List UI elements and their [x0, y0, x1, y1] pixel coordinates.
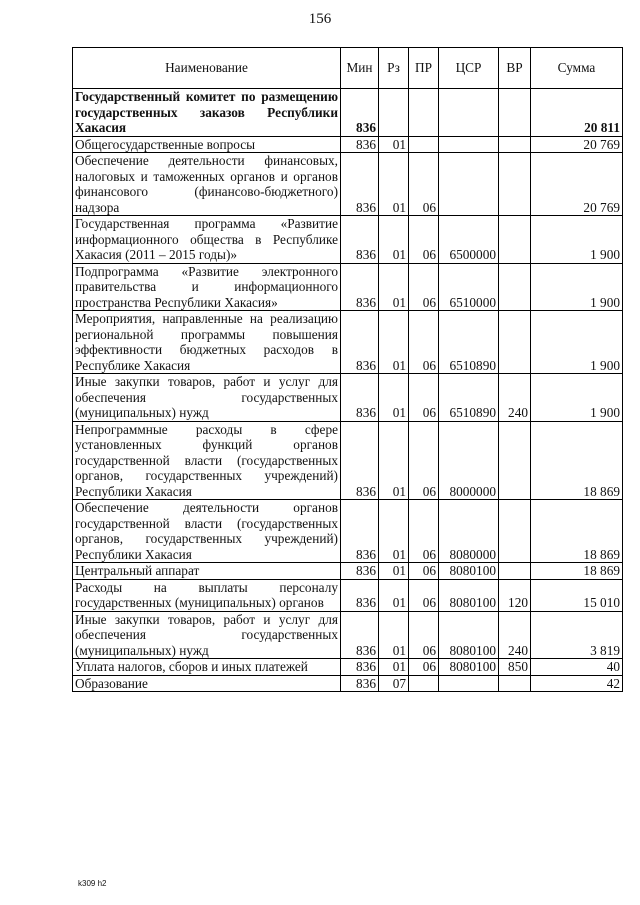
min-cell: 836: [341, 579, 379, 611]
pr-cell: 06: [409, 216, 439, 264]
table-row: [73, 563, 623, 580]
min-cell: 836: [341, 421, 379, 500]
vr-cell: [499, 136, 531, 153]
rz-cell: 01: [379, 563, 409, 580]
csr-cell: 8080000: [439, 500, 499, 563]
rz-cell: 01: [379, 216, 409, 264]
vr-cell: [499, 153, 531, 216]
csr-cell: 8080100: [439, 563, 499, 580]
vr-cell: [499, 311, 531, 374]
sum-cell: 20 769: [531, 136, 623, 153]
name-cell: Иные закупки товаров, работ и услуг для обеспечения государственных (муниципальных) нужд: [73, 611, 341, 659]
header-name: Наименование: [73, 48, 341, 89]
rz-cell: 01: [379, 311, 409, 374]
header-min: Мин: [341, 48, 379, 89]
header-pr: ПР: [409, 48, 439, 89]
table-row: [73, 675, 623, 692]
header-csr: ЦСР: [439, 48, 499, 89]
name-cell: Непрограммные расходы в сфере установленных функций органов государственной власти (государственных органов, государственных учреждений) Республики Хакасия: [73, 421, 341, 500]
vr-cell: 240: [499, 611, 531, 659]
min-cell: 836: [341, 136, 379, 153]
sum-cell: 40: [531, 659, 623, 676]
table-row: [73, 579, 623, 611]
sum-cell: 42: [531, 675, 623, 692]
name-cell: Уплата налогов, сборов и иных платежей: [73, 659, 341, 676]
pr-cell: 06: [409, 311, 439, 374]
table-row: [73, 263, 623, 311]
vr-cell: [499, 500, 531, 563]
rz-cell: 01: [379, 421, 409, 500]
table-row: [73, 659, 623, 676]
pr-cell: 06: [409, 500, 439, 563]
vr-cell: 240: [499, 374, 531, 422]
rz-cell: 01: [379, 611, 409, 659]
table-row: [73, 500, 623, 563]
csr-cell: [439, 675, 499, 692]
sum-cell: 1 900: [531, 374, 623, 422]
sum-cell: 15 010: [531, 579, 623, 611]
pr-cell: 06: [409, 263, 439, 311]
sum-cell: 20 769: [531, 153, 623, 216]
header-rz: Рз: [379, 48, 409, 89]
pr-cell: 06: [409, 563, 439, 580]
header-sum: Сумма: [531, 48, 623, 89]
rz-cell: 07: [379, 675, 409, 692]
name-cell: Государственная программа «Развитие информационного общества в Республике Хакасия (2011 – 2015 годы)»: [73, 216, 341, 264]
vr-cell: [499, 675, 531, 692]
min-cell: 836: [341, 659, 379, 676]
pr-cell: 06: [409, 374, 439, 422]
csr-cell: 8000000: [439, 421, 499, 500]
csr-cell: 8080100: [439, 579, 499, 611]
table-row: [73, 136, 623, 153]
pr-cell: 06: [409, 579, 439, 611]
csr-cell: 6500000: [439, 216, 499, 264]
table-row: [73, 374, 623, 422]
min-cell: 836: [341, 153, 379, 216]
table-row: [73, 611, 623, 659]
name-cell: Образование: [73, 675, 341, 692]
pr-cell: 06: [409, 659, 439, 676]
csr-cell: [439, 89, 499, 137]
vr-cell: 850: [499, 659, 531, 676]
min-cell: 836: [341, 216, 379, 264]
pr-cell: [409, 89, 439, 137]
vr-cell: [499, 563, 531, 580]
pr-cell: 06: [409, 153, 439, 216]
sum-cell: 18 869: [531, 563, 623, 580]
sum-cell: 1 900: [531, 263, 623, 311]
vr-cell: [499, 263, 531, 311]
table-row: [73, 89, 623, 137]
name-cell: Мероприятия, направленные на реализацию региональной программы повышения эффективности бюджетных расходов в Республике Хакасия: [73, 311, 341, 374]
header-vr: ВР: [499, 48, 531, 89]
vr-cell: [499, 421, 531, 500]
min-cell: 836: [341, 263, 379, 311]
name-cell: Общегосударственные вопросы: [73, 136, 341, 153]
name-cell: Центральный аппарат: [73, 563, 341, 580]
vr-cell: 120: [499, 579, 531, 611]
sum-cell: 3 819: [531, 611, 623, 659]
pr-cell: [409, 675, 439, 692]
rz-cell: 01: [379, 579, 409, 611]
vr-cell: [499, 216, 531, 264]
table-row: [73, 311, 623, 374]
rz-cell: 01: [379, 153, 409, 216]
page-number: 156: [308, 11, 332, 27]
table-header-row: [73, 48, 623, 89]
sum-cell: 20 811: [531, 89, 623, 137]
rz-cell: 01: [379, 374, 409, 422]
sum-cell: 18 869: [531, 421, 623, 500]
csr-cell: [439, 153, 499, 216]
csr-cell: 8080100: [439, 659, 499, 676]
rz-cell: 01: [379, 136, 409, 153]
min-cell: 836: [341, 374, 379, 422]
rz-cell: 01: [379, 263, 409, 311]
table-row: [73, 153, 623, 216]
name-cell: Иные закупки товаров, работ и услуг для обеспечения государственных (муниципальных) нужд: [73, 374, 341, 422]
min-cell: 836: [341, 311, 379, 374]
table-row: [73, 421, 623, 500]
pr-cell: 06: [409, 421, 439, 500]
min-cell: 836: [341, 563, 379, 580]
rz-cell: 01: [379, 659, 409, 676]
csr-cell: 6510000: [439, 263, 499, 311]
min-cell: 836: [341, 675, 379, 692]
min-cell: 836: [341, 89, 379, 137]
name-cell: Государственный комитет по размещению государственных заказов Республики Хакасия: [73, 89, 341, 137]
sum-cell: 18 869: [531, 500, 623, 563]
footer-code: k309 h2: [78, 879, 107, 888]
name-cell: Расходы на выплаты персоналу государственных (муниципальных) органов: [73, 579, 341, 611]
name-cell: Обеспечение деятельности органов государственной власти (государственных органов, государственных учреждений) Республики Хакасия: [73, 500, 341, 563]
csr-cell: [439, 136, 499, 153]
vr-cell: [499, 89, 531, 137]
pr-cell: [409, 136, 439, 153]
name-cell: Подпрограмма «Развитие электронного правительства и информационного пространства Республики Хакасия»: [73, 263, 341, 311]
budget-table: [72, 47, 623, 692]
rz-cell: [379, 89, 409, 137]
rz-cell: 01: [379, 500, 409, 563]
min-cell: 836: [341, 611, 379, 659]
sum-cell: 1 900: [531, 311, 623, 374]
sum-cell: 1 900: [531, 216, 623, 264]
csr-cell: 6510890: [439, 311, 499, 374]
pr-cell: 06: [409, 611, 439, 659]
min-cell: 836: [341, 500, 379, 563]
csr-cell: 8080100: [439, 611, 499, 659]
name-cell: Обеспечение деятельности финансовых, налоговых и таможенных органов и органов финансового (финансово-бюджетного) надзора: [73, 153, 341, 216]
table-row: [73, 216, 623, 264]
csr-cell: 6510890: [439, 374, 499, 422]
